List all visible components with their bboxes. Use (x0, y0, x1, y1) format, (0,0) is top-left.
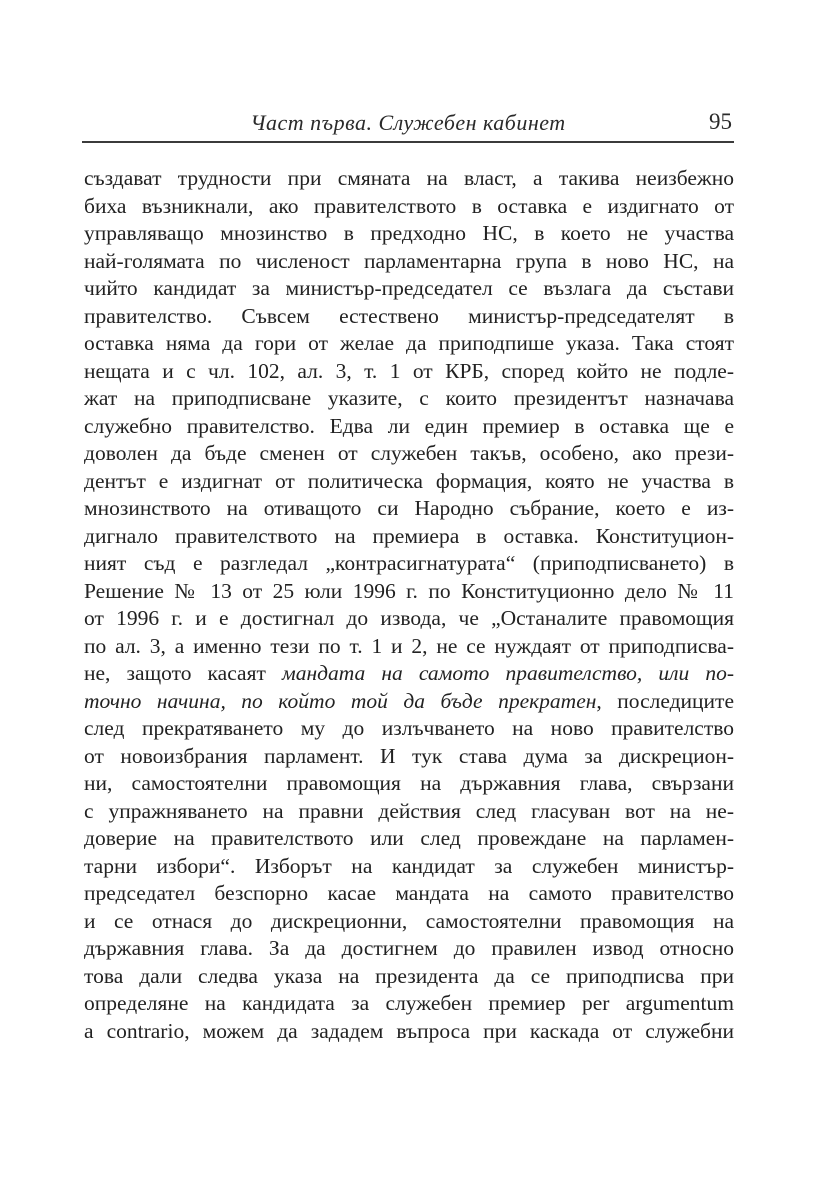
text-line: доволен да бъде сменен от служебен такъв, особено, ако прези- (84, 441, 734, 465)
text-line: с упражняването на правни действия след гласуван вот на не- (84, 798, 734, 823)
text-line: правителство. Съвсем естествено министър-председателят в (84, 303, 734, 328)
text-line: биха възникнали, ако правителството в оставка е издигнато от (84, 193, 734, 218)
text-line: a contrario, можем да зададем въпроса при каскада от служебни (84, 1018, 734, 1043)
header-rule (82, 141, 734, 143)
text-line: определяне на кандидата за служебен премиер per argumentum (84, 991, 734, 1015)
text-line: след прекратяването му до излъчването на ново правителство (84, 716, 734, 740)
text-line: мнозинството на отиващото си Народно събрание, което е из- (84, 496, 734, 520)
text-line: най-голямата по численост парламентарна група в ново НС, на (84, 248, 734, 273)
text-line: чийто кандидат за министър-председател се възлага да състави (84, 276, 734, 300)
text-line: точно начина, по който той да бъде прекратен, последиците (84, 688, 734, 713)
text-line: от 1996 г. и е достигнал до извода, че „Останалите правомощия (84, 606, 734, 630)
text-line: управляващо мнозинство в предходно НС, в което не участва (84, 221, 734, 245)
text-line: председател безспорно касае мандата на самото правителство (84, 881, 734, 905)
text-line: доверие на правителството или след провеждане на парламен- (84, 826, 734, 850)
text-line: държавния глава. За да достигнем до правилен извод относно (84, 936, 734, 960)
text-line: дигнало правителството на премиера в оставка. Конституцион- (84, 523, 734, 548)
text-line: по ал. 3, а именно тези по т. 1 и 2, не се нуждаят от приподписва- (84, 633, 734, 658)
text-line: нещата и с чл. 102, ал. 3, т. 1 от КРБ, според който не подле- (84, 358, 734, 383)
text-line: оставка няма да гори от желае да приподпише указа. Така стоят (84, 331, 734, 355)
text-line: и се отнася до дискреционни, самостоятелни правомощия на (84, 908, 734, 933)
text-line: Решение № 13 от 25 юли 1996 г. по Конституционно дело № 11 (84, 578, 734, 603)
text-line: това дали следва указа на президента да се приподписва при (84, 963, 734, 988)
page-number: 95 (709, 109, 732, 134)
page-header (82, 110, 734, 140)
text-line: не, защото касаят мандата на самото правителство, или по- (84, 661, 734, 685)
running-title: Част първа. Служебен кабинет (250, 110, 566, 135)
text-line: служебно правителство. Едва ли един премиер в оставка ще е (84, 413, 734, 438)
text-line: жат на приподписване указите, с които президентът назначава (84, 386, 734, 410)
text-line: създават трудности при смяната на власт, а такива неизбежно (84, 166, 734, 190)
text-line: от новоизбрания парламент. И тук става дума за дискрецион- (84, 743, 734, 768)
text-line: ният съд е разгледал „контрасигнатурата“ (приподписването) в (84, 551, 734, 575)
text-line: дентът е издигнат от политическа формация, която не участва в (84, 468, 734, 493)
text-line: ни, самостоятелни правомощия на държавния глава, свързани (84, 771, 734, 795)
text-line: тарни избори“. Изборът на кандидат за служебен министър- (84, 853, 734, 878)
body-text (84, 165, 734, 1045)
